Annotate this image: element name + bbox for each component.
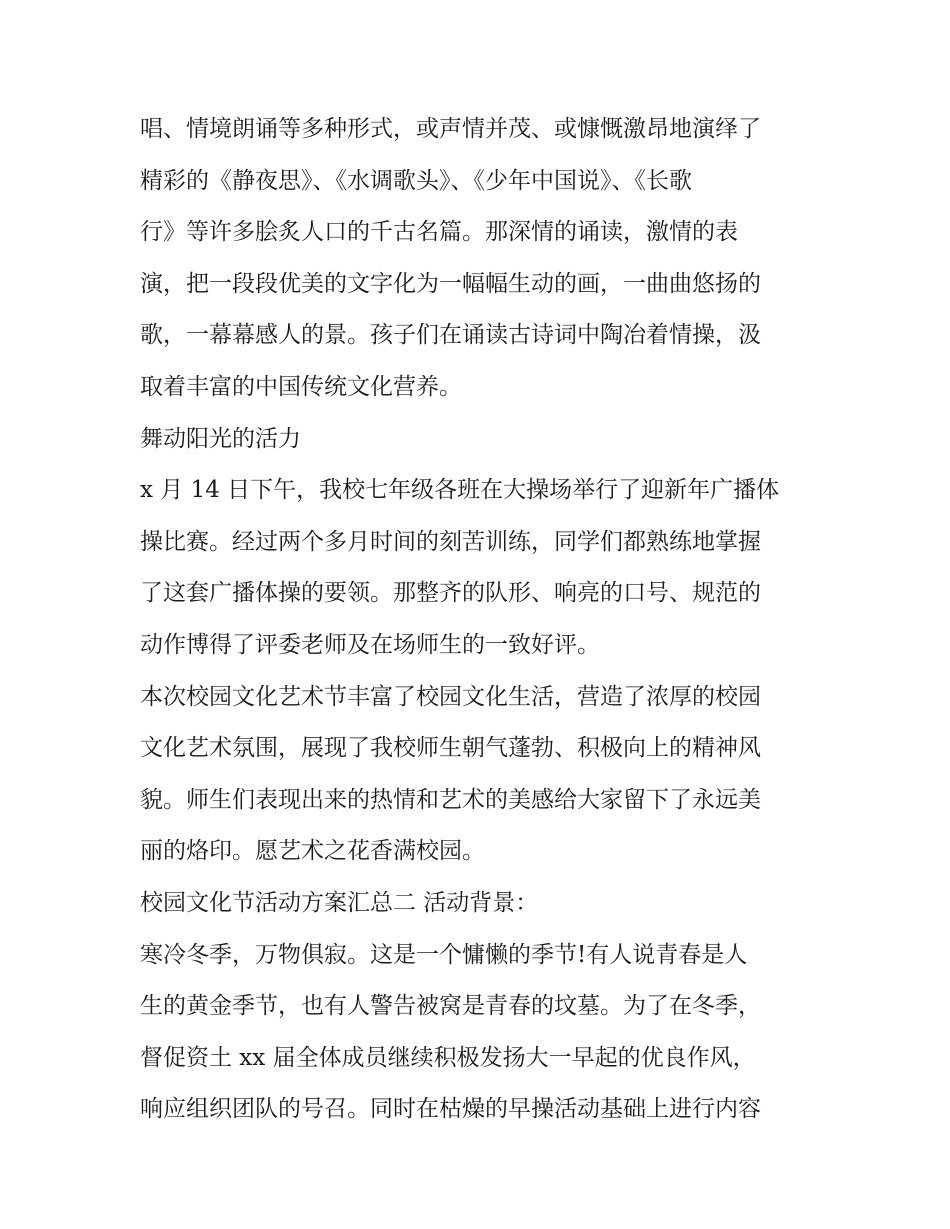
text-line: 生的黄金季节，也有人警告被窝是青春的坟墓。为了在冬季，	[140, 993, 761, 1020]
text-line: 响应组织团队的号召。同时在枯燥的早操活动基础上进行内容	[140, 1096, 761, 1123]
text-line: 本次校园文化艺术节丰富了校园文化生活，营造了浓厚的校园	[140, 683, 761, 710]
text-line: 文化艺术氛围，展现了我校师生朝气蓬勃、积极向上的精神风	[140, 735, 761, 762]
text-line: 演，把一段段优美的文字化为一幅幅生动的画，一曲曲悠扬的	[140, 270, 761, 297]
text-line: 精彩的《静夜思》、《水调歌头》、《少年中国说》、《长歌	[140, 167, 692, 194]
text-line: 督促资土 xx 届全体成员继续积极发扬大一早起的优良作风，	[140, 1044, 756, 1071]
text-line: 寒冷冬季，万物俱寂。这是一个慵懒的季节!有人说青春是人	[140, 941, 748, 968]
section-heading: 舞动阳光的活力	[140, 425, 301, 452]
text-line: 操比赛。经过两个多月时间的刻苦训练，同学们都熟练地掌握	[140, 528, 761, 555]
text-line: 了这套广播体操的要领。那整齐的队形、响亮的口号、规范的	[140, 580, 761, 607]
text-line: 唱、情境朗诵等多种形式，或声情并茂、或慷慨激昂地演绎了	[140, 116, 761, 142]
text-line: 貌。师生们表现出来的热情和艺术的美感给大家留下了永远美	[140, 786, 761, 813]
document-body	[140, 104, 815, 1136]
text-line: x 月 14 日下午，我校七年级各班在大操场举行了迎新年广播体	[140, 477, 780, 504]
text-line: 歌，一幕幕感人的景。孩子们在诵读古诗词中陶冶着情操，汲	[140, 322, 761, 349]
text-line: 动作博得了评委老师及在场师生的一致好评。	[140, 631, 600, 658]
section-heading: 校园文化节活动方案汇总二 活动背景：	[140, 889, 539, 916]
text-line: 取着丰富的中国传统文化营养。	[140, 373, 462, 400]
text-line: 行》等许多脍炙人口的千古名篇。那深情的诵读，激情的表	[140, 219, 738, 246]
text-line: 丽的烙印。愿艺术之花香满校园。	[140, 838, 485, 865]
